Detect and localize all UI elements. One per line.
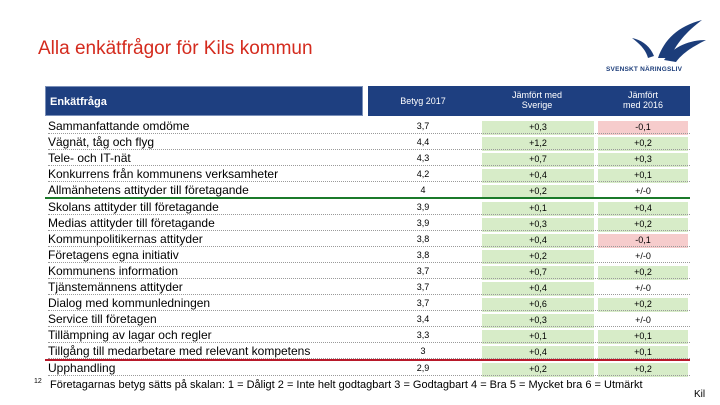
scale-footnote: Företagarnas betyg sätts på skalan: 1 = Dåligt 2 = Inte helt godtagbart 3 = Godtagbart 4 = Bra 5 = Mycket bra 6 = Utmärkt — [50, 379, 643, 391]
table-row — [0, 263, 720, 279]
compare-sverige-value: +0,6 — [482, 298, 594, 312]
compare-2016-value: +/-0 — [635, 250, 651, 261]
table-row — [0, 311, 720, 327]
compare-sverige-value: +0,4 — [482, 282, 594, 296]
betyg-value: 3,7 — [416, 282, 430, 292]
compare-2016-value: +0,1 — [598, 330, 688, 344]
betyg-value: 3,7 — [416, 298, 430, 309]
betyg-value: 3 — [420, 346, 426, 357]
table-row — [0, 134, 720, 150]
compare-sverige-value: +0,2 — [482, 250, 594, 264]
betyg-value: 4,2 — [416, 169, 430, 180]
question-label: Vägnät, tåg och flyg — [48, 135, 155, 150]
compare-2016-value: +0,2 — [598, 137, 688, 151]
table-row — [0, 199, 720, 215]
table-row — [0, 182, 720, 198]
compare-2016-value: +/-0 — [635, 186, 651, 197]
betyg-value: 3,8 — [416, 249, 430, 260]
compare-sverige-value: +1,2 — [482, 137, 594, 151]
table-row — [0, 118, 720, 134]
betyg-value: 3,4 — [416, 314, 430, 325]
question-label: Tele- och IT-nät — [48, 151, 131, 166]
table-row — [0, 360, 720, 376]
question-label: Service till företagen — [48, 312, 157, 327]
compare-sverige-value: +0,1 — [482, 330, 594, 344]
question-label: Medias attityder till företagande — [48, 215, 215, 230]
compare-2016-value: +0,2 — [598, 363, 688, 377]
municipality-label: Kil — [694, 389, 706, 400]
column-header-2016-line1: Jämfört — [627, 90, 658, 100]
betyg-value: 3,7 — [416, 121, 430, 131]
green-separator — [45, 197, 690, 199]
betyg-value: 4,4 — [416, 137, 430, 148]
column-header-betyg: Betyg 2017 — [368, 86, 478, 116]
compare-2016-value: +0,2 — [598, 218, 688, 232]
compare-sverige-value: +0,2 — [482, 363, 594, 377]
compare-sverige-value: +0,2 — [482, 185, 594, 199]
table-row — [0, 150, 720, 166]
compare-2016-value: +0,2 — [598, 298, 688, 312]
betyg-value: 3,3 — [416, 330, 430, 341]
question-label: Tjänstemännens attityder — [48, 280, 183, 294]
table-row — [0, 327, 720, 343]
table-row — [0, 231, 720, 247]
compare-sverige-value: +0,4 — [482, 169, 594, 183]
swallow-bird-logo — [598, 18, 708, 88]
compare-sverige-value: +0,4 — [482, 234, 594, 248]
question-label: Kommunens information — [48, 263, 179, 278]
compare-sverige-value: +0,3 — [482, 121, 594, 135]
question-label: Tillgång till medarbetare med relevant kompetens — [48, 344, 311, 359]
column-header-sverige — [478, 86, 596, 116]
table-row — [0, 215, 720, 231]
betyg-value: 3,8 — [416, 233, 430, 244]
page-title: Alla enkätfrågor för Kils kommun — [38, 38, 313, 59]
compare-2016-value: +/-0 — [635, 283, 651, 293]
compare-2016-value: +/-0 — [635, 315, 651, 326]
betyg-value: 4 — [420, 185, 426, 196]
compare-sverige-value: +0,1 — [482, 202, 594, 216]
betyg-value: 4,3 — [416, 153, 430, 164]
compare-sverige-value: +0,3 — [482, 314, 594, 328]
page-number: 12 — [34, 378, 42, 385]
table-row — [0, 279, 720, 295]
column-header-2016-line2: med 2016 — [622, 100, 664, 110]
column-header-sverige-line1: Jämfört med — [511, 90, 562, 100]
question-label: Tillämpning av lagar och regler — [48, 328, 212, 343]
compare-2016-value: -0,1 — [598, 121, 688, 135]
table-row — [0, 166, 720, 182]
question-label: Allmänhetens attityder till företagande — [48, 183, 249, 198]
compare-2016-value: +0,3 — [598, 153, 688, 167]
compare-sverige-value: +0,7 — [482, 153, 594, 167]
compare-sverige-value: +0,7 — [482, 266, 594, 280]
compare-sverige-value: +0,3 — [482, 218, 594, 232]
betyg-value: 2,9 — [416, 362, 430, 373]
question-label: Konkurrens från kommunens verksamheter — [48, 167, 279, 182]
compare-sverige-value: +0,4 — [482, 346, 594, 360]
compare-2016-value: +0,1 — [598, 169, 688, 183]
question-label: Kommunpolitikernas attityder — [48, 231, 203, 246]
table-row — [0, 247, 720, 263]
red-separator — [45, 359, 690, 361]
column-header-2016 — [596, 86, 690, 116]
table-row — [0, 343, 720, 359]
question-label: Sammanfattande omdöme — [48, 119, 190, 133]
compare-2016-value: +0,1 — [598, 346, 688, 360]
compare-2016-value: -0,1 — [598, 234, 688, 248]
betyg-value: 3,7 — [416, 265, 430, 276]
table-row — [0, 295, 720, 311]
compare-2016-value: +0,2 — [598, 266, 688, 280]
question-header-label: Enkätfråga — [50, 96, 107, 108]
logo-text: SVENSKT NÄRINGSLIV — [606, 66, 683, 73]
compare-2016-value: +0,4 — [598, 202, 688, 216]
betyg-value: 3,9 — [416, 217, 430, 228]
question-label: Skolans attityder till företagande — [48, 199, 219, 214]
column-header-sverige-line2: Sverige — [521, 100, 553, 110]
question-label: Företagens egna initiativ — [48, 247, 179, 262]
row-divider — [48, 375, 690, 376]
question-label: Upphandling — [48, 360, 116, 375]
betyg-value: 3,9 — [416, 201, 430, 212]
question-label: Dialog med kommunledningen — [48, 296, 211, 311]
